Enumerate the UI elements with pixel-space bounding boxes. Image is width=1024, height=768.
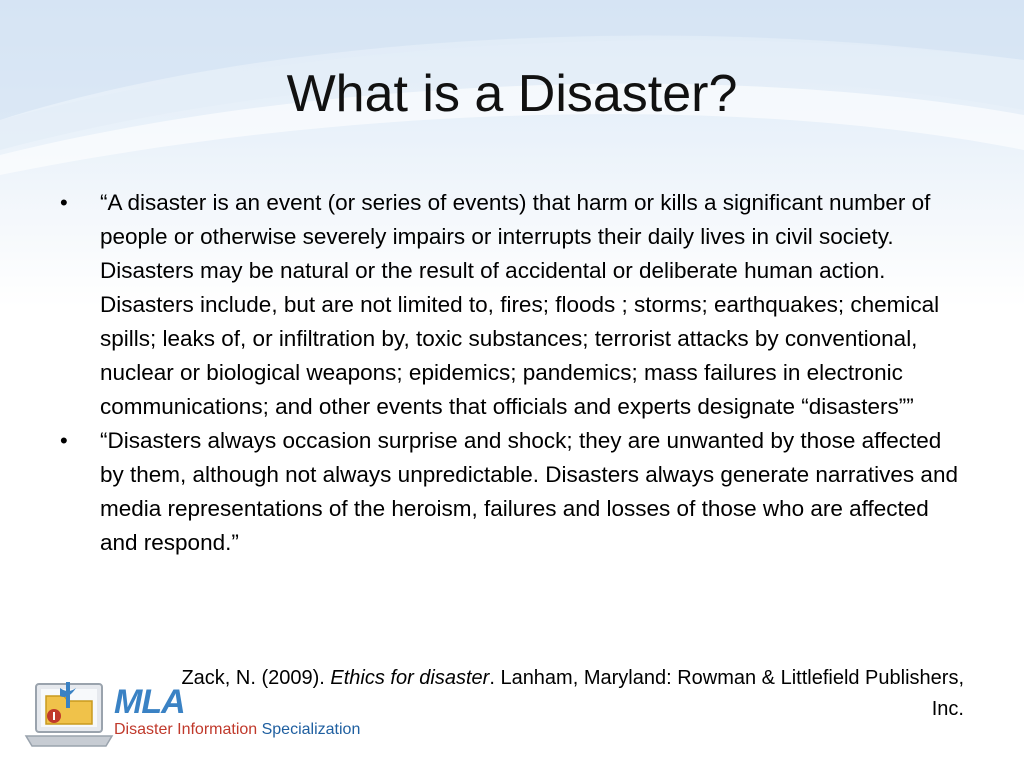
bullet-text-definition: “A disaster is an event (or series of events) that harm or kills a significant number of people or otherwise severely impairs or interrupts their daily lives in civil society. Disasters may be natural or the result of accidental or deliberate human action. Disasters include, but are not limited to, fires; floods ; storms; earthquakes; chemical spills; leaks of, or infiltration by, toxic substances; terrorist attacks by conventional, nuclear or biological weapons; epidemics; pandemics; mass failures in electronic communications; and other events that officials and experts designate “disasters”” <box>100 190 940 419</box>
bullet-item <box>60 424 960 560</box>
citation-author: Zack, N. (2009). <box>181 667 331 689</box>
mla-logo <box>22 676 382 756</box>
logo-tagline-part1: Disaster Information <box>114 721 262 738</box>
logo-tagline-part2: Specialization <box>261 721 361 738</box>
slide-title: What is a Disaster? <box>286 65 738 123</box>
bullet-marker: • <box>60 190 68 215</box>
logo-tagline <box>114 720 360 740</box>
bullet-marker: • <box>60 428 68 453</box>
citation-title: Ethics for disaster <box>330 667 490 689</box>
bullet-list <box>60 186 960 560</box>
citation-publisher: . Lanham, Maryland: Rowman & Littlefield Publishers, Inc. <box>489 667 964 720</box>
laptop-folder-icon <box>22 676 118 756</box>
bullet-text-characteristics: “Disasters always occasion surprise and shock; they are unwanted by those affected by them, although not always unpredictable. Disasters always generate narratives and media representations of the heroism, failures and losses of those who are affected and respond.” <box>100 428 958 555</box>
logo-brand: MLA <box>114 683 185 721</box>
bullet-item <box>60 186 960 424</box>
